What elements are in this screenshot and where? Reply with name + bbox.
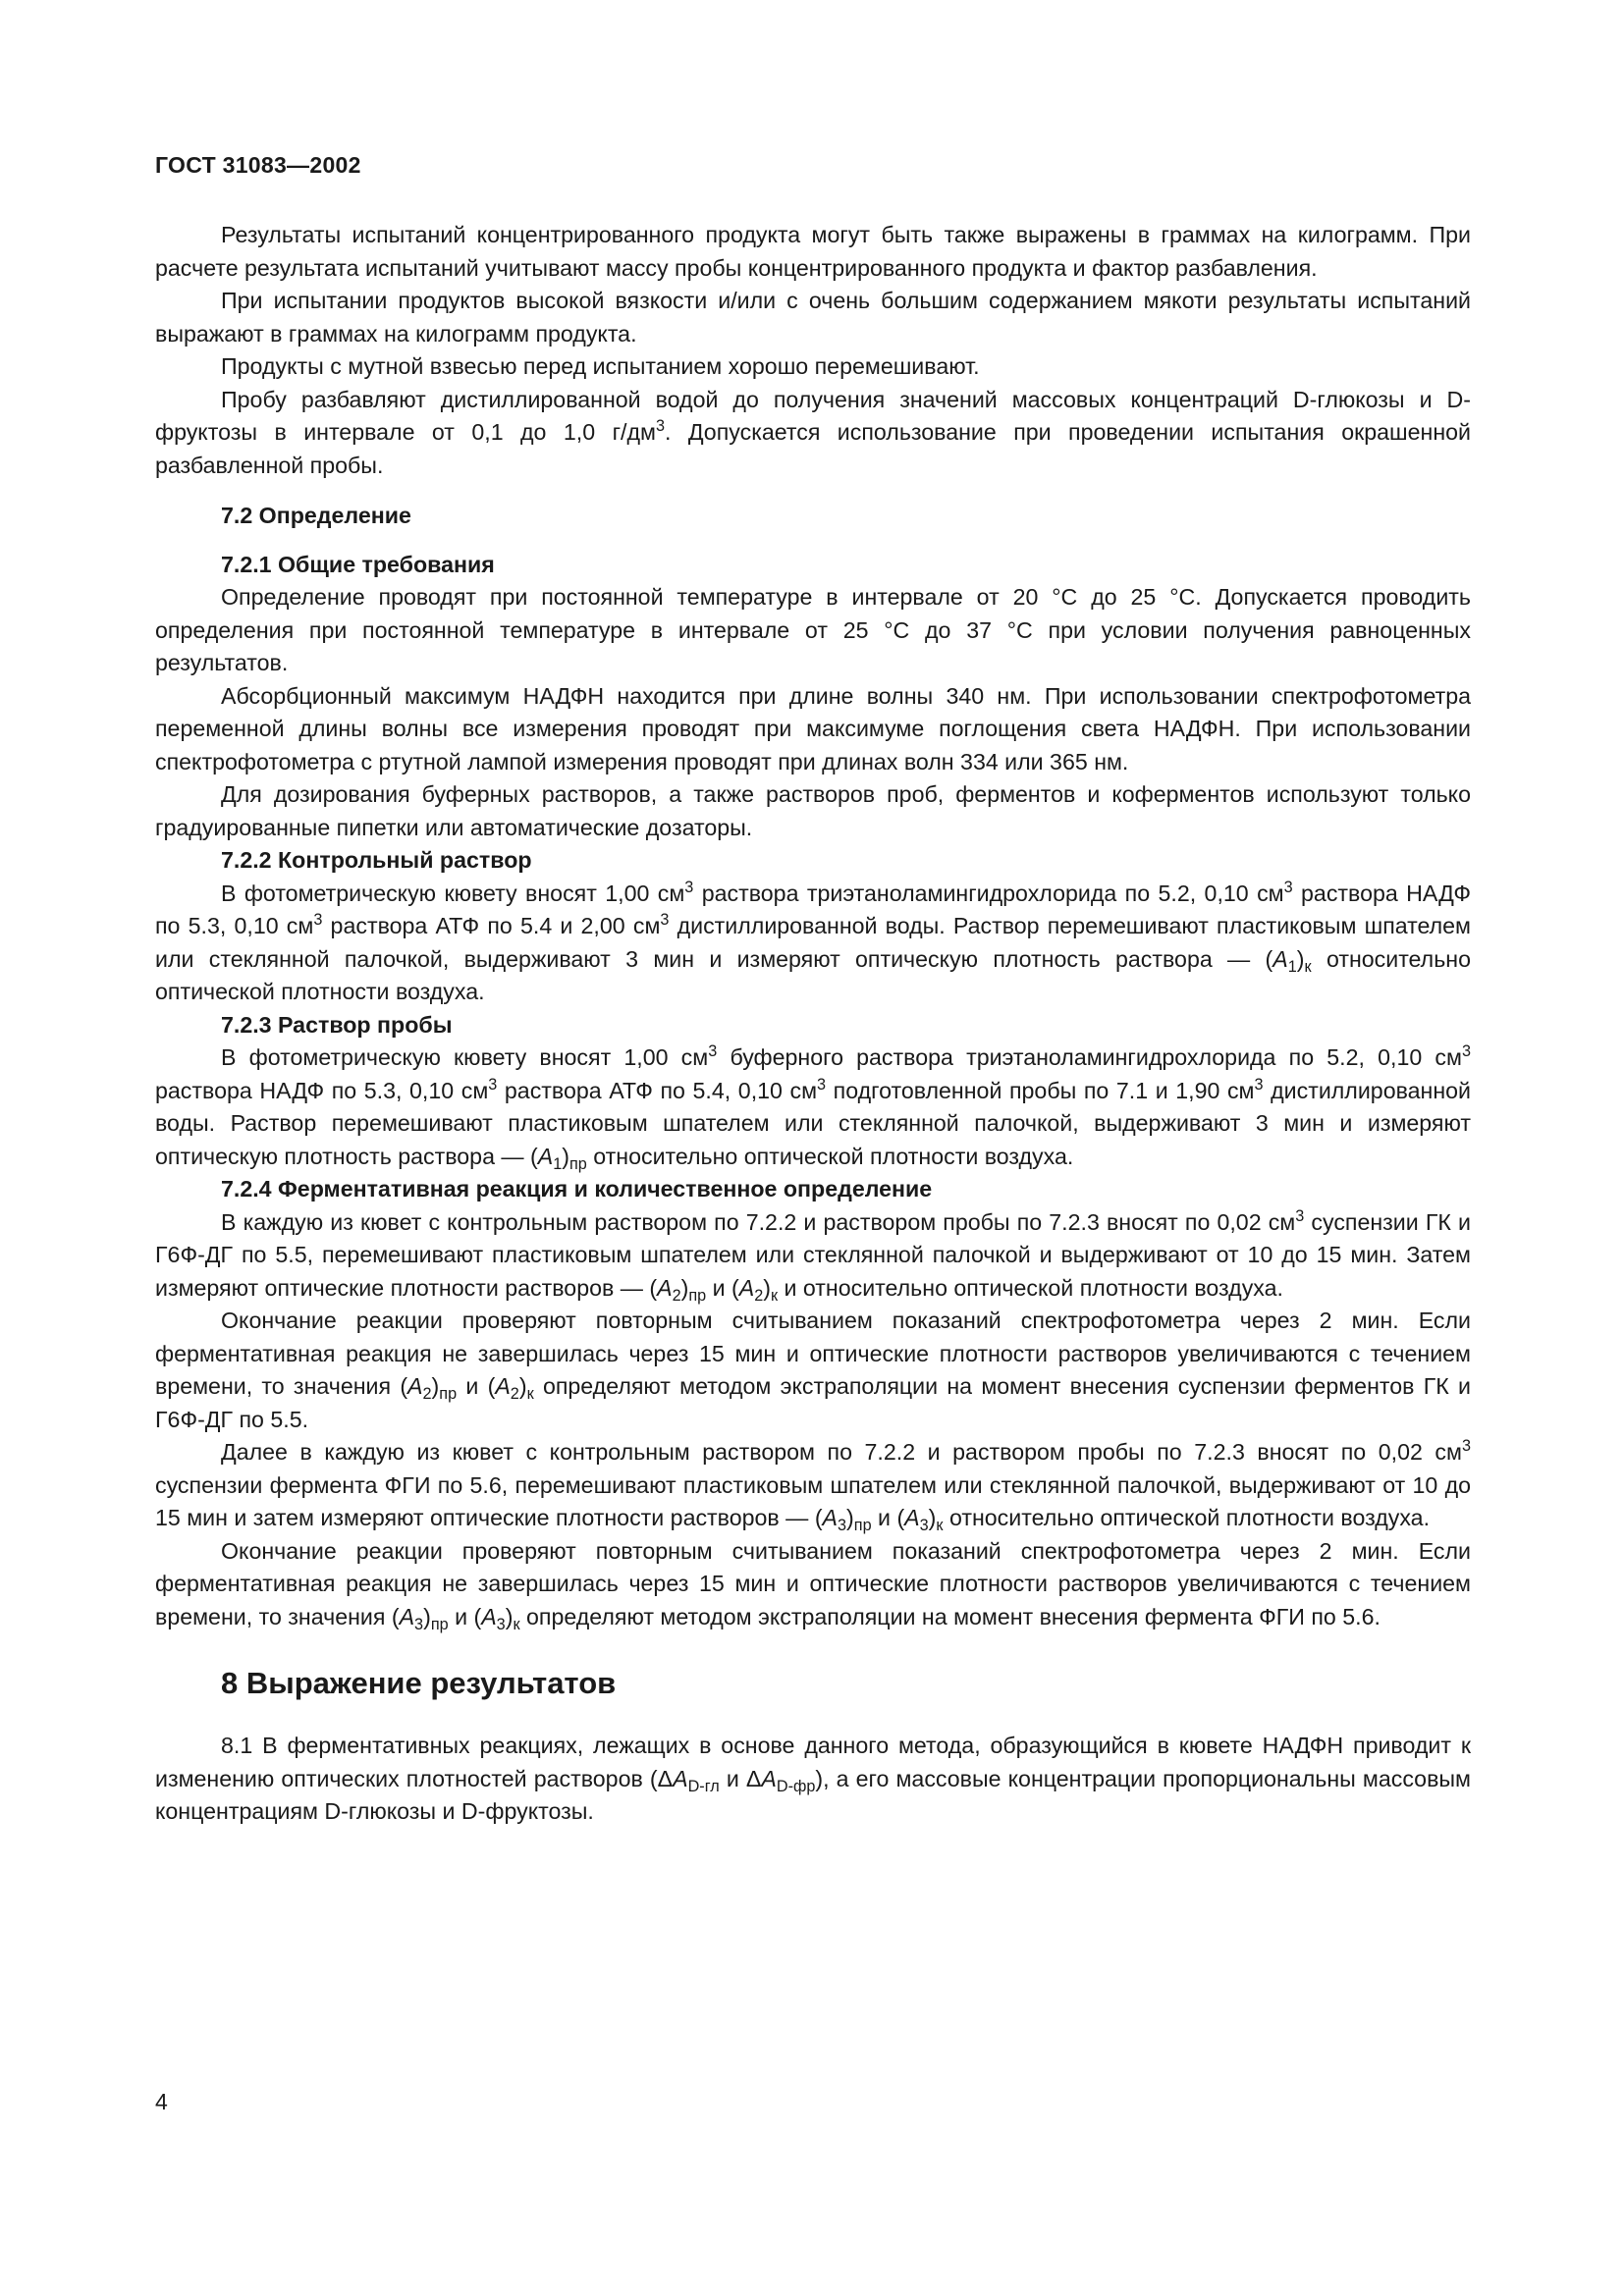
paragraph: Пробу разбавляют дистиллированной водой до получения значений массовых концентраций D-глюкозы и D-фруктозы в интервале от 0,1 до 1,0 $г/дм^3$. Допускается использование при проведении испытания окрашенной разбавленной пробы. xyxy=(155,386,1471,478)
paragraph: Для дозирования буферных растворов, а также растворов проб, ферментов и коферментов используют только градуированные пипетки или автоматические дозаторы. xyxy=(155,781,1471,840)
section-heading-7-2: 7.2 Определение xyxy=(221,503,411,528)
paragraph: В фотометрическую кювету вносят 1,00 $см^3$ буферного раствора триэтаноламингидрохлорида по 5.2, 0,10 $см^3$ раствора НАДФ по 5.3, 0,10 $см^3$ раствора АТФ по 5.4, 0,10 $см^3$ подготовленной пробы по 7.1 и 1,90 $см^3$ дистиллированной воды. Раствор перемешивают пластиковым шпателем или стеклянной палочкой, выдерживают 3 мин и измеряют оптическую плотность раствора — $(A_1)_{пр}$ относительно оптической плотности воздуха. xyxy=(155,1042,1471,1173)
paragraph: При испытании продуктов высокой вязкости и/или с очень большим содержанием мякоти результаты испытаний выражают в граммах на килограмм продукта. xyxy=(155,288,1471,347)
paragraph: Определение проводят при постоянной температуре в интервале от 20 °С до 25 °С. Допускается проводить определения при постоянной температуре в интервале от 25 °С до 37 °С при условии получения равноценных результатов. xyxy=(155,584,1471,675)
section-heading-8: 8 Выражение результатов xyxy=(221,1666,617,1700)
paragraph: Результаты испытаний концентрированного продукта могут быть также выражены в граммах на килограмм. При расчете результата испытаний учитывают массу пробы концентрированного продукта и фактор разбавления. xyxy=(155,222,1471,281)
paragraph: Абсорбционный максимум НАДФН находится при длине волны 340 нм. При использовании спектрофотометра переменной длины волны все измерения проводят при максимуме поглощения света НАДФН. При использовании спектрофотометра с ртутной лампой измерения проводят при длинах волн 334 или 365 нм. xyxy=(155,682,1471,774)
document-header: ГОСТ 31083—2002 xyxy=(155,152,361,178)
paragraph: Окончание реакции проверяют повторным считыванием показаний спектрофотометра через 2 мин. Если ферментативная реакция не завершилась через 15 мин и оптические плотности растворов увеличиваются с течением времени, то значения $(A_3)_{пр}$ и $(A_3)_к$ определяют методом экстраполяции на момент внесения фермента ФГИ по 5.6. xyxy=(155,1537,1471,1633)
paragraph: 8.1 В ферментативных реакциях, лежащих в основе данного метода, образующийся в кювете НАДФН приводит к изменению оптических плотностей растворов ($\Delta A_{D-гл}$ и $\Delta A_{D-фр}$), а его массовые концентрации пропорциональны массовым концентрациям D-глюкозы и D-фруктозы. xyxy=(155,1733,1471,1824)
page-number: 4 xyxy=(155,2089,168,2114)
section-heading-7-2-4: 7.2.4 Ферментативная реакция и количественное определение xyxy=(221,1176,933,1201)
paragraph: Далее в каждую из кювет с контрольным раствором по 7.2.2 и раствором пробы по 7.2.3 вносят по 0,02 $см^3$ суспензии фермента ФГИ по 5.6, перемешивают пластиковым шпателем или стеклянной палочкой, выдерживают от 10 до 15 мин и затем измеряют оптические плотности растворов — $(A_3)_{пр}$ и $(A_3)_к$ относительно оптической плотности воздуха. xyxy=(155,1437,1471,1534)
paragraph: В каждую из кювет с контрольным раствором по 7.2.2 и раствором пробы по 7.2.3 вносят по 0,02 $см^3$ суспензии ГК и Г6Ф-ДГ по 5.5, перемешивают пластиковым шпателем или стеклянной палочкой и выдерживают от 10 до 15 мин. Затем измеряют оптические плотности растворов — $(A_2)_{пр}$ и $(A_2)_к$ и относительно оптической плотности воздуха. xyxy=(155,1206,1471,1305)
section-heading-7-2-1: 7.2.1 Общие требования xyxy=(221,551,495,577)
document-body xyxy=(155,219,1471,1829)
section-heading-7-2-3: 7.2.3 Раствор пробы xyxy=(221,1011,453,1038)
paragraph: Окончание реакции проверяют повторным считыванием показаний спектрофотометра через 2 мин. Если ферментативная реакция не завершилась через 15 мин и оптические плотности растворов увеличиваются с течением времени, то значения $(A_2)_{пр}$ и $(A_2)_к$ определяют методом экстраполяции на момент внесения суспензии ферментов ГК и Г6Ф-ДГ по 5.5. xyxy=(155,1308,1471,1432)
paragraph: Продукты с мутной взвесью перед испытанием хорошо перемешивают. xyxy=(221,353,980,379)
paragraph: В фотометрическую кювету вносят 1,00 $см^3$ раствора триэтаноламингидрохлорида по 5.2, 0,10 $см^3$ раствора НАДФ по 5.3, 0,10 $см^3$ раствора АТФ по 5.4 и 2,00 $см^3$ дистиллированной воды. Раствор перемешивают пластиковым шпателем или стеклянной палочкой, выдерживают 3 мин и измеряют оптическую плотность раствора — $(A_1)_к$ относительно оптической плотности воздуха. xyxy=(155,878,1471,1004)
section-heading-7-2-2: 7.2.2 Контрольный раствор xyxy=(221,847,532,873)
